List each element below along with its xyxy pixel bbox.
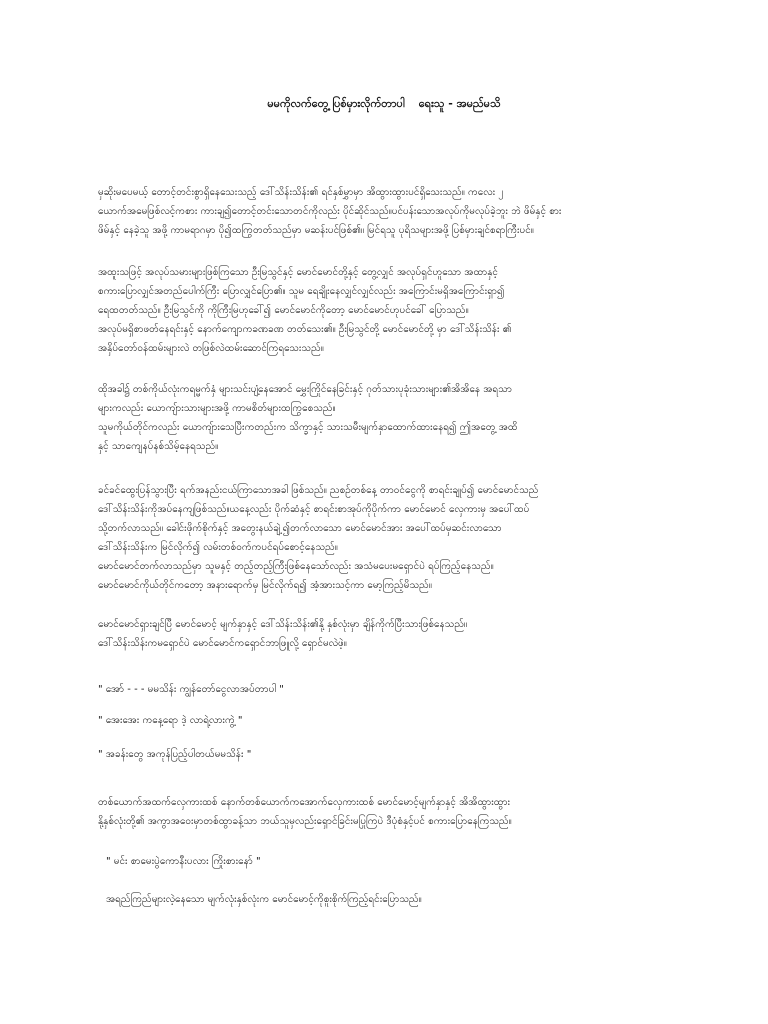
text-line: အလုပ်မရှိစာဖတ်နေရင်းနှင့် နောက်ကျောကခဏခဏ တတ်သေး၏။ ဦးမြသွင်တို့ မောင်မောင်တို့ မှာ ဒေါ်သိန်းသိန်း ၏ [98, 324, 512, 335]
text-line: တစ်ယောက်အထက်လှေကားထစ် နောက်တစ်ယောက်ကအောက်လှေကားထစ် မောင်မောင့်မျက်နှာနှင့် အိအိထွားထွား [98, 797, 511, 808]
text-line: ဖိမ်နှင့် နေခဲ့သူ အဖို့ ကာမရာဂမှာ ပို၍ထကြွတတ်သည်မှာ မဆန်းပင်ဖြစ်၏။ မြင်ရသူ ပုရိသများအဖို့ ပြစ်မှားချင်စရာကြီးပင်။ [98, 225, 534, 236]
text-line: နို့နှစ်လုံးတို့၏ အကွာအဝေးမှာတစ်ထွာခန့်သာ ဘယ်သူမှလည်းရှောင်ခြင်းမပြုကြပဲ ဒီပုံစံနှင့်ပင် စကားပြောနေကြသည်။ [98, 816, 512, 827]
text-line: ယောက်အမေဖြစ်လင့်ကစား ကားချ၍တောင့်တင်းသောတင်ကိုလည်း ပိုင်ဆိုင်သည်။ပင်ပန်းသောအလုပ်ကိုမလုပ်ခဲ့ဘူး ဘဲ ဖိမ်နှင့် စား [98, 206, 562, 217]
text-line: မှဆိုးမပေမယ့် တောင့်တင်းစွာရှိနေသေးသည့် ဒေါ်သိန်းသိန်း၏ ရင်နှစ်မွှာမှာ အိထွားထွားပင်ရှိသေးသည်။ ကလေး ၂ [98, 187, 504, 198]
text-line: များကလည်း ယောကျ်ားသားများအဖို့ ကာမစိတ်များထကြွစေသည်။ [98, 403, 336, 414]
text-line: သူမကိုယ်တိုင်ကလည်း ယောကျ်ားသေပြီးကတည်းက သိက္ခာနှင့် သားသမီးမျက်နှာထောက်ထားနေရ၍ ဤအတွေ့ အထိ [98, 422, 518, 433]
final-quote: " မင်း စာမေးပွဲကောနီးပလား ကြိုးစားနော် " [106, 856, 261, 867]
text-line: ဒေါ်သိန်းသိန်းကမရှောင်ပဲ မောင်မောင်ကရှောင်ဘာဖြူလို့ ရှောင်မလဲဖဲ့။ [98, 638, 347, 649]
text-line: ဒေါ်သိန်းသိန်းကိုအပ်နေကျဖြစ်သည်။ယနေ့လည်း ပိုက်ဆံနှင့် စာရင်းစာအုပ်ကိုပိုက်ကာ မောင်မောင် လှေကားမှ အပေါ်ထပ် [98, 504, 530, 515]
text-line: ထိုအခါ၌ တစ်ကိုယ်လုံးကရမ္မက်နှံ များသင်းပျံ့နေအောင် မွှေးကြိုင်နေခြင်းနှင့် ဂုတ်သားပုခုံးသားများ၏အိအိနေ အရသာ [98, 384, 512, 395]
dialogue-line-3: " အခန်းတွေ အကုန်ပြည့်ပါတယ်မမသိန်း " [98, 749, 252, 760]
text-line: အထူးသဖြင့် အလုပ်သမားများဖြစ်ကြသော ဦးမြသွင်နှင့် မောင်မောင်တို့နှင့် တွေ့လျှင် အလုပ်ရှင်ဟူသော အထာနှင့် [98, 267, 498, 278]
text-line: ရေထတတ်သည်။ ဦးမြသွင်ကို ကိုကြီးမြဟုခေါ်၍ မောင်မောင်ကိုတော့ မောင်မောင်ဟုပင်ခေါ် ပြောသည်။ [98, 305, 469, 316]
dialogue-line-2: " အေးအေး ကနေ့ရော ဒဲ့ လာရဲ့လားကွဲ့ " [98, 715, 243, 726]
text-line: မောင်မောင်တက်လာသည်မှာ သူမနှင့် တည့်တည့်ကြီးဖြစ်နေသော်လည်း အသံမပေးမရှောင်ပဲ ရပ်ကြည့်နေသည်။ [98, 561, 494, 572]
final-line: အရည်ကြည်များလဲ့နေသော မျက်လုံးနှစ်လုံးက မောင်မောင့်ကိုစူးစိုက်ကြည့်ရင်းပြောသည်။ [106, 894, 422, 905]
text-line: ခင်ခင်ထွေးပြန်သွားပြီး ရက်အနည်းငယ်ကြာသောအခါ ဖြစ်သည်။ ညစဉ်တစ်နေ့ တာဝင်ငွေကို စာရင်းချုပ်၍ မောင်မောင်သည် [98, 485, 539, 496]
story-author: ရေးသူ - အမည်မသိ [418, 97, 501, 110]
text-line: မောင်မောင်ရှားချင်ပြီ မောင်မောင့် မျက်နှာနှင့် ဒေါ်သိန်းသိန်း၏နို့ နှစ်လုံးမှာ ချိန်ကိုက်ပြီးသားဖြစ်နေသည်။ [98, 619, 468, 630]
story-title: မမကိုလက်တွေ့ ပြစ်မှားလိုက်တာပါ [267, 97, 405, 110]
text-line: သို့တက်လာသည်။ ခေါင်းဖိုက်စိုက်နှင့် အတွေးနယ်ချဲ့၍တက်လာသော မောင်မောင်အား အပေါ်ထပ်မှဆင်းလာသော [98, 523, 502, 534]
paragraph-4 [98, 481, 672, 595]
text-line: စကားပြောလျှင်အတည်ပေါက်ကြီး ပြောလျှင်ပြော၏။ သူမ ရေချိုးနေလျှင်လျှင်လည်း အကြောင်းမရှိအကြောင်းရှာ၍ [98, 286, 505, 297]
text-line: ဒေါ်သိန်းသိန်းက မြင်လိုက်၍ လမ်းတစ်ဝက်ကပင်ရပ်စောင့်နေသည်။ [98, 542, 338, 553]
text-line: မောင်မောင်ကိုယ်တိုင်ကတော့ အနားရောက်မှ မြင်လိုက်ရ၍ အံ့အားသင့်ကာ မော့ကြည့်မိသည်။ [98, 580, 432, 591]
text-line: အနှိပ်တော်ဝန်ထမ်းများလဲ တဖြစ်လဲထမ်းဆောင်ကြရသေးသည်။ [98, 343, 324, 354]
text-line: နှင့် သာကျေနပ်နစ်သိမ့်နေရသည်။ [98, 441, 219, 452]
paragraph-5 [98, 615, 672, 653]
paragraph-2 [98, 263, 672, 358]
paragraph-1 [98, 183, 672, 240]
paragraph-6 [98, 793, 672, 831]
dialogue-line-1: " အော် - - - မမသိန်း ကျွန်တော်ငွေလာအပ်တာပါ " [98, 684, 284, 695]
paragraph-3 [98, 380, 672, 456]
page-title [0, 96, 768, 112]
